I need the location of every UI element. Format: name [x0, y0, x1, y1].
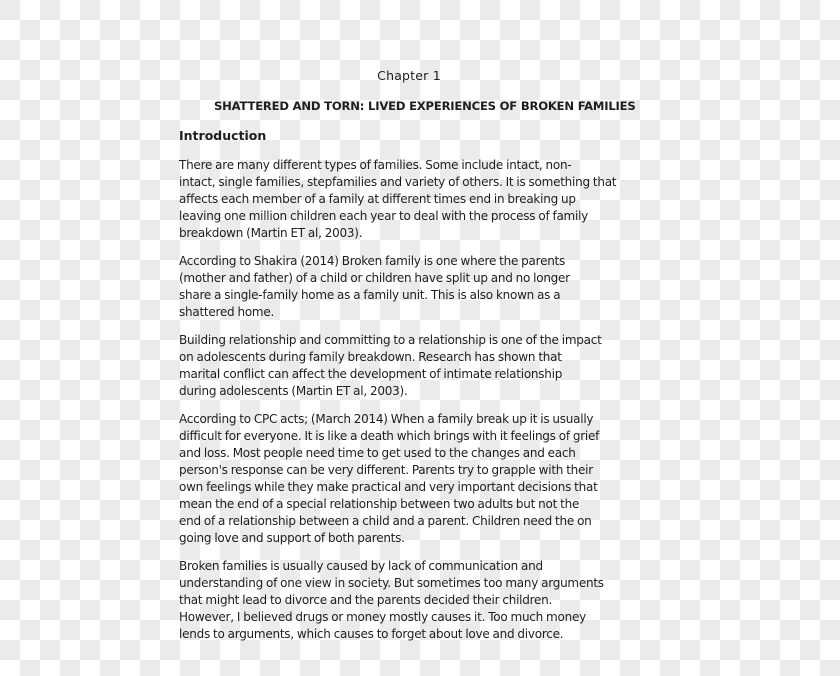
text-line: difficult for everyone. It is like a death which brings with it feelings of grief [179, 429, 600, 443]
paragraph-4 [179, 411, 599, 547]
paragraph-5 [179, 558, 604, 643]
text-line: lends to arguments, which causes to forget about love and divorce. [179, 627, 564, 641]
text-line: There are many different types of families. Some include intact, non- [179, 158, 572, 172]
text-line: Building relationship and committing to a relationship is one of the impact [179, 333, 602, 347]
text-line: However, I believed drugs or money mostly causes it. Too much money [179, 610, 586, 624]
text-line: and loss. Most people need time to get used to the changes and each [179, 446, 576, 460]
text-line: on adolescents during family breakdown. Research has shown that [179, 350, 562, 364]
chapter-label: Chapter 1 [377, 68, 441, 83]
paragraph-3 [179, 332, 602, 400]
text-line: leaving one million children each year to deal with the process of family [179, 209, 589, 223]
text-line: affects each member of a family at different times end in breaking up [179, 192, 576, 206]
text-line: own feelings while they make practical and very important decisions that [179, 480, 598, 494]
text-line: during adolescents (Martin ET al, 2003). [179, 384, 408, 398]
document-page [179, 68, 636, 654]
text-line: going love and support of both parents. [179, 531, 405, 545]
paragraph-1 [179, 157, 617, 242]
text-line: mean the end of a special relationship between two adults but not the [179, 497, 580, 511]
text-line: (mother and father) of a child or children have split up and no longer [179, 271, 570, 285]
text-line: person's response can be very different. Parents try to grapple with their [179, 463, 593, 477]
text-line: marital conflict can affect the development of intimate relationship [179, 367, 563, 381]
text-line: share a single-family home as a family unit. This is also known as a [179, 288, 561, 302]
text-line: Broken families is usually caused by lack of communication and [179, 559, 543, 573]
text-line: According to CPC acts; (March 2014) When a family break up it is usually [179, 412, 594, 426]
text-line: understanding of one view in society. But sometimes too many arguments [179, 576, 604, 590]
text-line: that might lead to divorce and the parents decided their children. [179, 593, 553, 607]
text-line: shattered home. [179, 305, 275, 319]
text-line: intact, single families, stepfamilies and variety of others. It is something that [179, 175, 617, 189]
text-line: According to Shakira (2014) Broken family is one where the parents [179, 254, 566, 268]
section-heading: Introduction [179, 128, 267, 143]
paragraph-2 [179, 253, 599, 321]
text-line: breakdown (Martin ET al, 2003). [179, 226, 363, 240]
text-line: end of a relationship between a child and a parent. Children need the on [179, 514, 592, 528]
document-title: SHATTERED AND TORN: LIVED EXPERIENCES OF BROKEN FAMILIES [214, 99, 636, 113]
